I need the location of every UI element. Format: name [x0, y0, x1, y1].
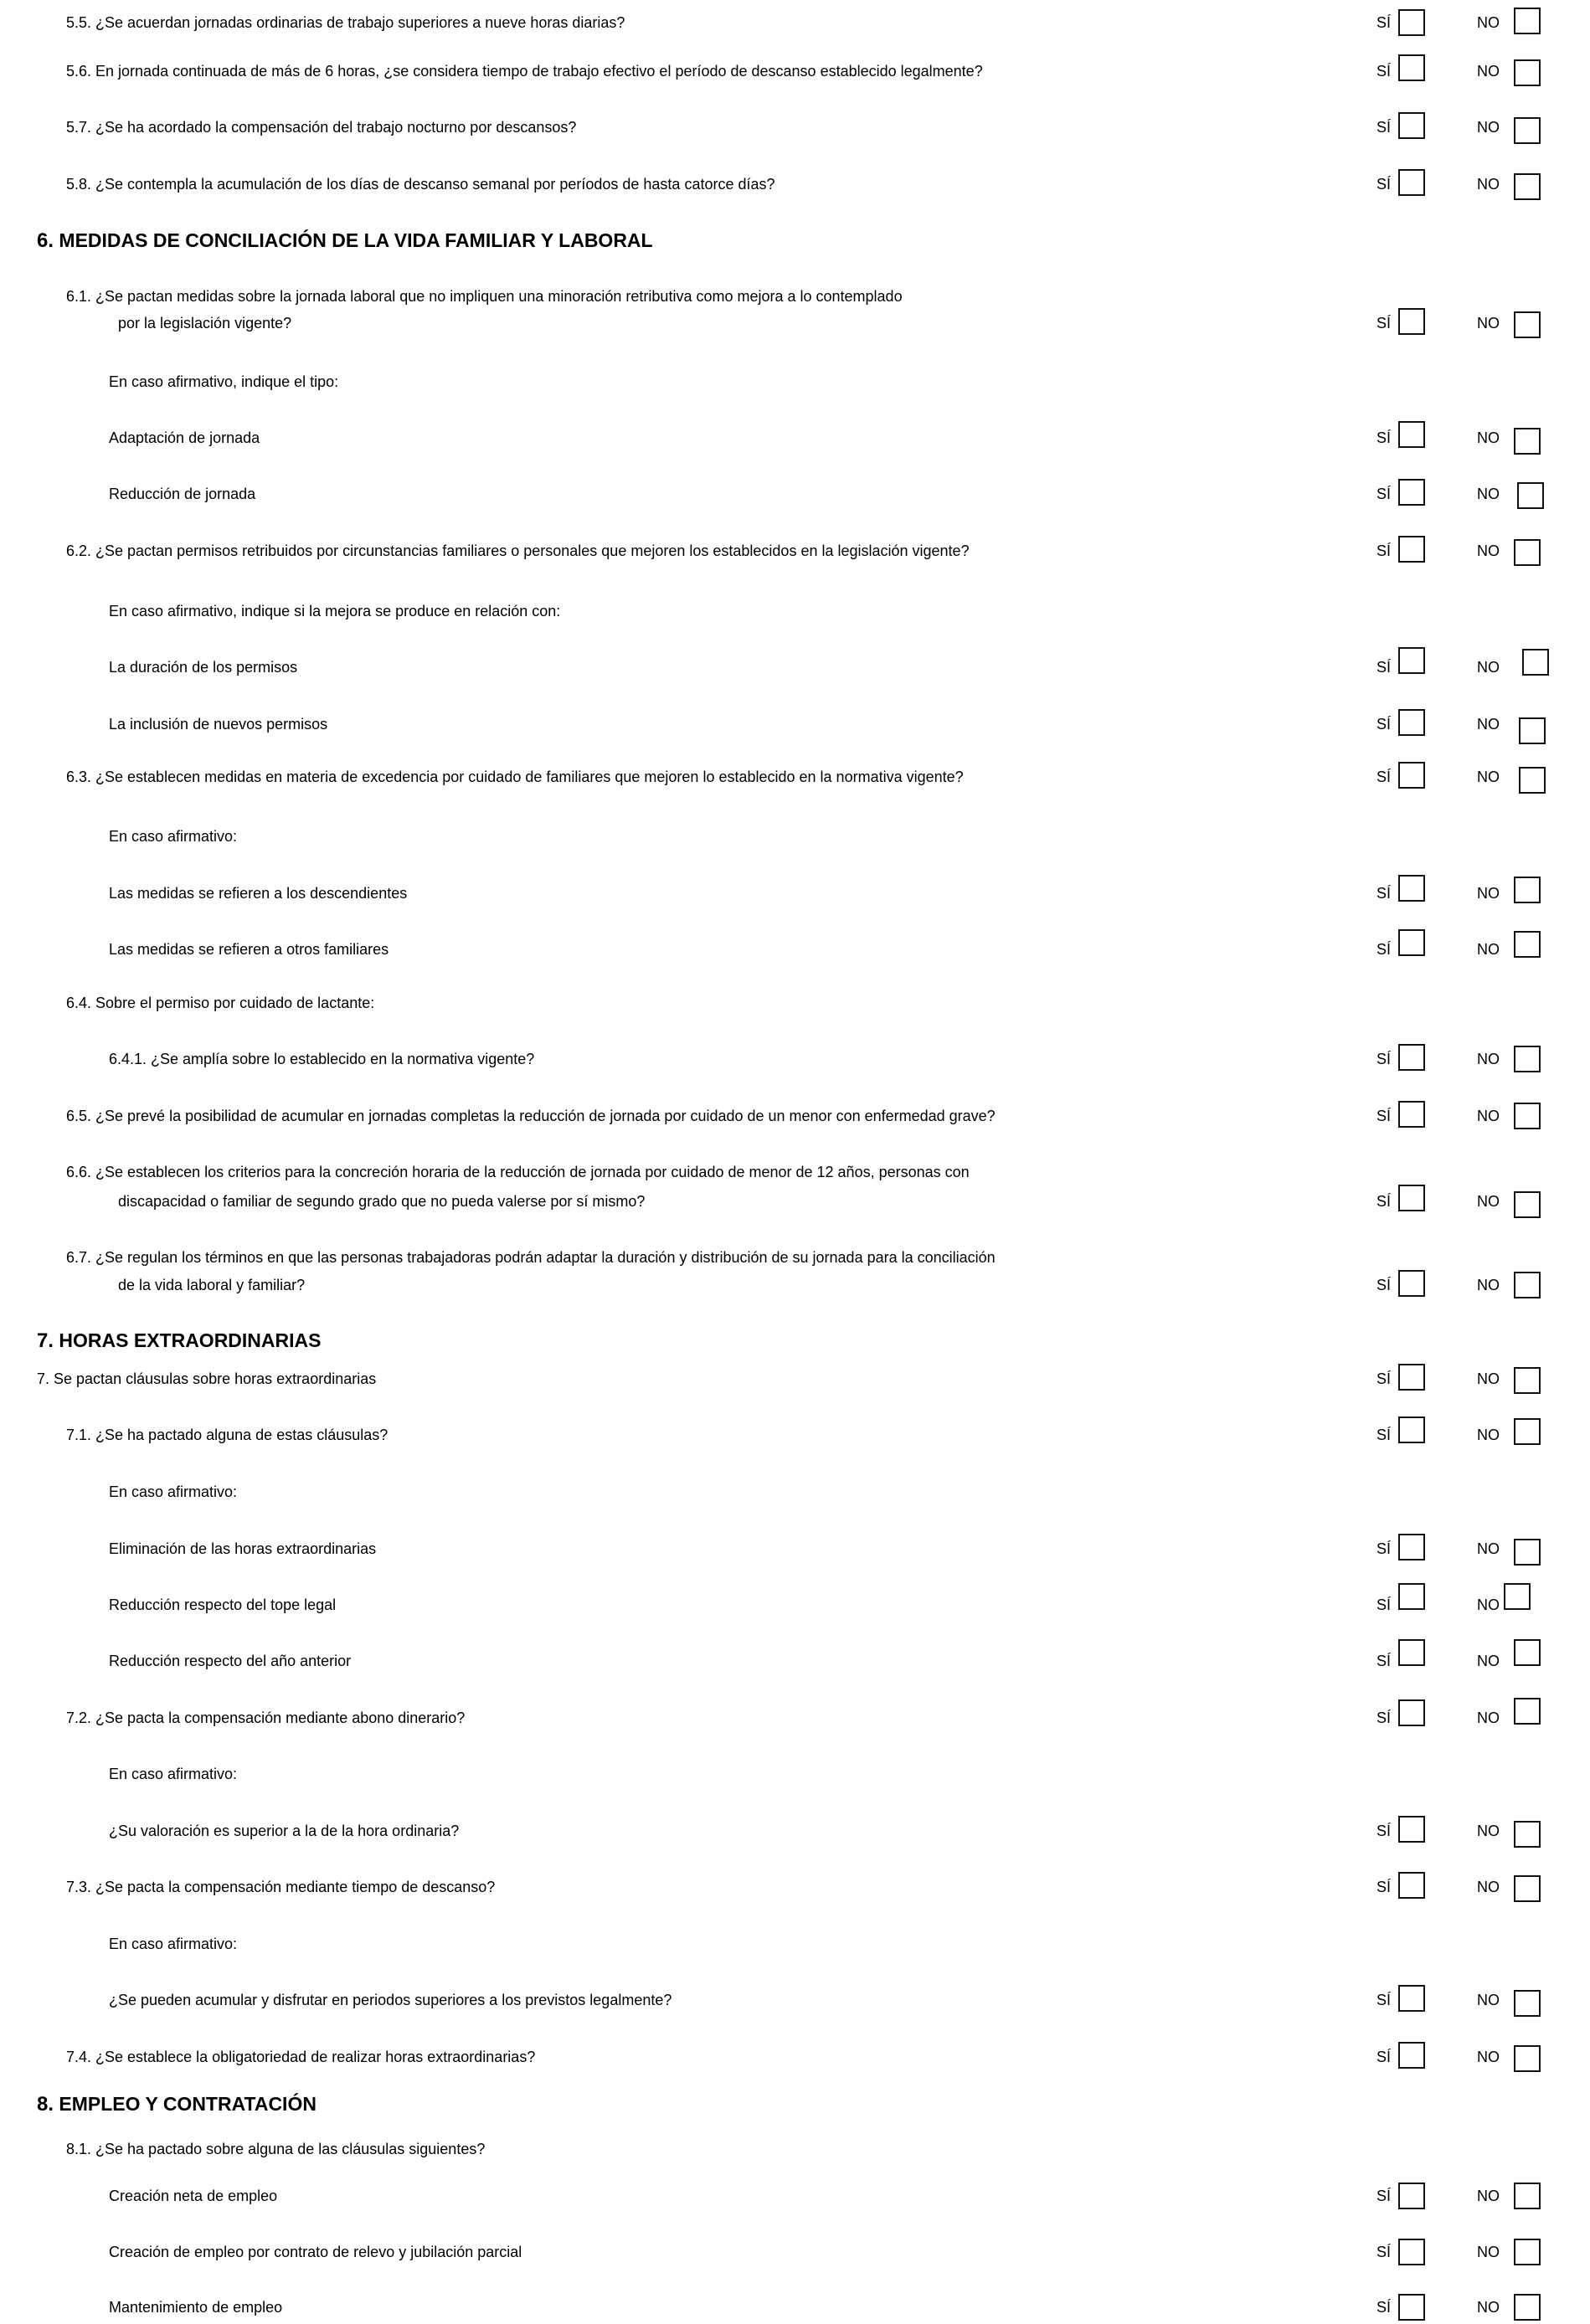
si-label: SÍ	[1376, 542, 1392, 559]
no-checkbox[interactable]	[1519, 717, 1546, 744]
si-label: SÍ	[1376, 716, 1392, 733]
no-label: NO	[1477, 1596, 1500, 1613]
si-label: SÍ	[1376, 1992, 1392, 2008]
no-checkbox[interactable]	[1514, 1821, 1541, 1848]
question-text: 6.1. ¿Se pactan medidas sobre la jornada laboral que no impliquen una minoración retributiva como mejora a lo contemplado	[66, 288, 903, 305]
no-label: NO	[1477, 716, 1500, 733]
question-text: En caso afirmativo, indique el tipo:	[109, 373, 339, 390]
no-checkbox[interactable]	[1517, 482, 1544, 509]
si-label: SÍ	[1376, 315, 1392, 332]
question-text: Creación neta de empleo	[109, 2188, 278, 2204]
no-checkbox[interactable]	[1514, 2183, 1541, 2209]
no-checkbox[interactable]	[1514, 1539, 1541, 1566]
si-label: SÍ	[1376, 769, 1392, 785]
no-label: NO	[1477, 1108, 1500, 1124]
no-label: NO	[1477, 63, 1500, 80]
question-text: 7.1. ¿Se ha pactado alguna de estas cláusulas?	[66, 1427, 388, 1443]
question-text: Eliminación de las horas extraordinarias	[109, 1540, 377, 1557]
no-label: NO	[1477, 14, 1500, 31]
si-checkbox[interactable]	[1398, 1872, 1425, 1899]
si-checkbox[interactable]	[1398, 9, 1425, 36]
no-label: NO	[1477, 1370, 1500, 1387]
question-text: Reducción respecto del tope legal	[109, 1596, 337, 1613]
question-text: 7.2. ¿Se pacta la compensación mediante abono dinerario?	[66, 1710, 466, 1726]
si-checkbox[interactable]	[1398, 2294, 1425, 2321]
no-label: NO	[1477, 1427, 1500, 1443]
no-checkbox[interactable]	[1514, 2294, 1541, 2321]
question-text: 6.2. ¿Se pactan permisos retribuidos por circunstancias familiares o personales que mejoren los establecidos en la legislación vigente?	[66, 542, 970, 559]
question-text-continuation: por la legislación vigente?	[118, 315, 292, 332]
no-checkbox[interactable]	[1514, 2239, 1541, 2265]
no-label: NO	[1477, 1540, 1500, 1557]
si-checkbox[interactable]	[1398, 54, 1425, 81]
si-checkbox[interactable]	[1398, 647, 1425, 674]
si-checkbox[interactable]	[1398, 479, 1425, 506]
no-checkbox[interactable]	[1514, 877, 1541, 903]
no-label: NO	[1477, 1193, 1500, 1210]
no-label: NO	[1477, 2188, 1500, 2204]
question-text: 5.7. ¿Se ha acordado la compensación del trabajo nocturno por descansos?	[66, 119, 577, 136]
si-label: SÍ	[1376, 1427, 1392, 1443]
section-text: MEDIDAS DE CONCILIACIÓN DE LA VIDA FAMILIAR Y LABORAL	[59, 229, 653, 251]
no-label: NO	[1477, 119, 1500, 136]
si-checkbox[interactable]	[1398, 1583, 1425, 1610]
no-checkbox[interactable]	[1514, 1046, 1541, 1072]
no-checkbox[interactable]	[1514, 1875, 1541, 1902]
si-checkbox[interactable]	[1398, 536, 1425, 563]
question-text-continuation: de la vida laboral y familiar?	[118, 1277, 306, 1293]
no-checkbox[interactable]	[1514, 1639, 1541, 1666]
question-text: Reducción de jornada	[109, 486, 256, 502]
no-checkbox[interactable]	[1514, 59, 1541, 86]
no-label: NO	[1477, 429, 1500, 446]
question-text: Las medidas se refieren a los descendientes	[109, 885, 408, 902]
si-label: SÍ	[1376, 1051, 1392, 1067]
si-checkbox[interactable]	[1398, 1417, 1425, 1443]
si-label: SÍ	[1376, 119, 1392, 136]
no-label: NO	[1477, 885, 1500, 902]
si-label: SÍ	[1376, 1823, 1392, 1839]
si-label: SÍ	[1376, 2049, 1392, 2065]
no-label: NO	[1477, 1051, 1500, 1067]
no-label: NO	[1477, 542, 1500, 559]
question-text: ¿Su valoración es superior a la de la hora ordinaria?	[109, 1823, 460, 1839]
section-text: HORAS EXTRAORDINARIAS	[59, 1329, 322, 1351]
si-label: SÍ	[1376, 2188, 1392, 2204]
no-checkbox[interactable]	[1514, 428, 1541, 455]
question-text: 6.6. ¿Se establecen los criterios para la concreción horaria de la reducción de jornada por cuidado de menor de 12 años, personas con	[66, 1164, 970, 1180]
no-label: NO	[1477, 941, 1500, 958]
question-text: 7.4. ¿Se establece la obligatoriedad de realizar horas extraordinarias?	[66, 2049, 536, 2065]
no-checkbox[interactable]	[1514, 539, 1541, 566]
si-checkbox[interactable]	[1398, 421, 1425, 448]
question-text: Adaptación de jornada	[109, 429, 260, 446]
no-checkbox[interactable]	[1514, 8, 1541, 34]
si-label: SÍ	[1376, 63, 1392, 80]
question-text: En caso afirmativo, indique si la mejora se produce en relación con:	[109, 603, 561, 620]
si-label: SÍ	[1376, 659, 1392, 676]
no-checkbox[interactable]	[1519, 767, 1546, 794]
si-label: SÍ	[1376, 1653, 1392, 1669]
question-text: 6.5. ¿Se prevé la posibilidad de acumular en jornadas completas la reducción de jornada por cuidado de un menor con enfermedad grave?	[66, 1108, 996, 1124]
si-label: SÍ	[1376, 885, 1392, 902]
no-label: NO	[1477, 769, 1500, 785]
no-label: NO	[1477, 2299, 1500, 2316]
no-checkbox[interactable]	[1514, 1272, 1541, 1298]
question-text: La duración de los permisos	[109, 659, 298, 676]
section-title	[37, 2092, 316, 2116]
si-checkbox[interactable]	[1398, 1270, 1425, 1297]
section-text: EMPLEO Y CONTRATACIÓN	[59, 2093, 316, 2115]
question-text: 6.3. ¿Se establecen medidas en materia de excedencia por cuidado de familiares que mejoren lo establecido en la normativa vigente?	[66, 769, 964, 785]
si-label: SÍ	[1376, 14, 1392, 31]
question-text: Creación de empleo por contrato de relevo y jubilación parcial	[109, 2244, 522, 2260]
question-text: Reducción respecto del año anterior	[109, 1653, 352, 1669]
si-checkbox[interactable]	[1398, 1364, 1425, 1391]
no-checkbox[interactable]	[1514, 117, 1541, 144]
si-checkbox[interactable]	[1398, 2183, 1425, 2209]
no-label: NO	[1477, 2244, 1500, 2260]
si-checkbox[interactable]	[1398, 2042, 1425, 2069]
si-checkbox[interactable]	[1398, 1101, 1425, 1128]
no-label: NO	[1477, 1653, 1500, 1669]
question-text: 6.7. ¿Se regulan los términos en que las personas trabajadoras podrán adaptar la duración y distribución de su jornada para la conciliación	[66, 1249, 996, 1266]
si-label: SÍ	[1376, 941, 1392, 958]
no-checkbox[interactable]	[1514, 173, 1541, 200]
question-text: 5.6. En jornada continuada de más de 6 horas, ¿se considera tiempo de trabajo efectivo el período de descanso establecido legalmente?	[66, 63, 983, 80]
si-checkbox[interactable]	[1398, 929, 1425, 956]
si-checkbox[interactable]	[1398, 1534, 1425, 1560]
no-checkbox[interactable]	[1522, 649, 1549, 676]
si-checkbox[interactable]	[1398, 762, 1425, 789]
question-text: En caso afirmativo:	[109, 1936, 238, 1952]
no-checkbox[interactable]	[1504, 1583, 1531, 1610]
no-label: NO	[1477, 1823, 1500, 1839]
si-checkbox[interactable]	[1398, 1816, 1425, 1843]
si-checkbox[interactable]	[1398, 2239, 1425, 2265]
no-label: NO	[1477, 1710, 1500, 1726]
si-checkbox[interactable]	[1398, 875, 1425, 902]
no-checkbox[interactable]	[1514, 1191, 1541, 1218]
question-text: 5.5. ¿Se acuerdan jornadas ordinarias de trabajo superiores a nueve horas diarias?	[66, 14, 625, 31]
si-checkbox[interactable]	[1398, 1699, 1425, 1726]
si-label: SÍ	[1376, 1277, 1392, 1293]
si-label: SÍ	[1376, 176, 1392, 193]
question-text: En caso afirmativo:	[109, 1483, 238, 1500]
si-checkbox[interactable]	[1398, 1985, 1425, 2012]
no-label: NO	[1477, 176, 1500, 193]
si-label: SÍ	[1376, 2244, 1392, 2260]
si-checkbox[interactable]	[1398, 709, 1425, 736]
section-number: 6.	[37, 229, 54, 252]
question-text: 5.8. ¿Se contempla la acumulación de los días de descanso semanal por períodos de hasta catorce días?	[66, 176, 775, 193]
no-checkbox[interactable]	[1514, 2045, 1541, 2072]
no-label: NO	[1477, 315, 1500, 332]
no-checkbox[interactable]	[1514, 1367, 1541, 1394]
si-checkbox[interactable]	[1398, 112, 1425, 139]
no-checkbox[interactable]	[1514, 1698, 1541, 1725]
question-text: La inclusión de nuevos permisos	[109, 716, 328, 733]
no-checkbox[interactable]	[1514, 1103, 1541, 1129]
no-checkbox[interactable]	[1514, 311, 1541, 338]
no-label: NO	[1477, 2049, 1500, 2065]
no-label: NO	[1477, 1277, 1500, 1293]
section-title	[37, 229, 653, 253]
si-label: SÍ	[1376, 1596, 1392, 1613]
question-text: Mantenimiento de empleo	[109, 2299, 283, 2316]
question-text: 6.4. Sobre el permiso por cuidado de lactante:	[66, 995, 375, 1011]
no-checkbox[interactable]	[1514, 1990, 1541, 2017]
si-label: SÍ	[1376, 1370, 1392, 1387]
question-text: En caso afirmativo:	[109, 1766, 238, 1782]
si-checkbox[interactable]	[1398, 1185, 1425, 1211]
question-text: 6.4.1. ¿Se amplía sobre lo establecido en la normativa vigente?	[109, 1051, 535, 1067]
question-text: 7.3. ¿Se pacta la compensación mediante tiempo de descanso?	[66, 1879, 496, 1895]
question-text: Las medidas se refieren a otros familiares	[109, 941, 389, 958]
no-label: NO	[1477, 486, 1500, 502]
section-title	[37, 1329, 321, 1353]
si-label: SÍ	[1376, 1108, 1392, 1124]
si-checkbox[interactable]	[1398, 169, 1425, 196]
question-text: ¿Se pueden acumular y disfrutar en periodos superiores a los previstos legalmente?	[109, 1992, 672, 2008]
question-text: En caso afirmativo:	[109, 828, 238, 845]
si-checkbox[interactable]	[1398, 308, 1425, 335]
question-text: 7. Se pactan cláusulas sobre horas extraordinarias	[37, 1370, 377, 1387]
question-text-continuation: discapacidad o familiar de segundo grado que no pueda valerse por sí mismo?	[118, 1193, 646, 1210]
si-label: SÍ	[1376, 1879, 1392, 1895]
si-label: SÍ	[1376, 429, 1392, 446]
si-label: SÍ	[1376, 2299, 1392, 2316]
question-text: 8.1. ¿Se ha pactado sobre alguna de las cláusulas siguientes?	[66, 2141, 486, 2157]
si-label: SÍ	[1376, 486, 1392, 502]
no-checkbox[interactable]	[1514, 931, 1541, 958]
no-label: NO	[1477, 1992, 1500, 2008]
si-checkbox[interactable]	[1398, 1044, 1425, 1071]
section-number: 7.	[37, 1329, 54, 1352]
no-label: NO	[1477, 1879, 1500, 1895]
si-label: SÍ	[1376, 1193, 1392, 1210]
section-number: 8.	[37, 2093, 54, 2116]
no-checkbox[interactable]	[1514, 1418, 1541, 1445]
no-label: NO	[1477, 659, 1500, 676]
si-label: SÍ	[1376, 1540, 1392, 1557]
si-label: SÍ	[1376, 1710, 1392, 1726]
si-checkbox[interactable]	[1398, 1639, 1425, 1666]
